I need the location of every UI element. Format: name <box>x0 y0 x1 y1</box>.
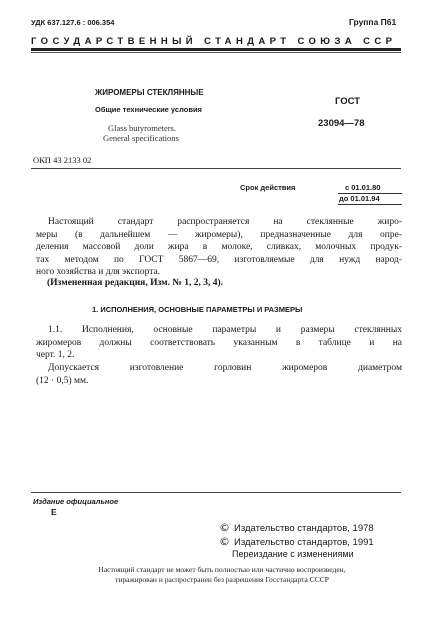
document-title-english: Glass butyrometers. <box>108 123 176 133</box>
intro-line: Настоящий стандарт распространяется на стеклянные жиро- <box>48 217 402 227</box>
document-title: ЖИРОМЕРЫ СТЕКЛЯННЫЕ <box>95 88 204 97</box>
copyright-icon: © <box>219 521 230 534</box>
footer-rule <box>31 492 401 493</box>
clause-line: черт. 1, 2. <box>36 350 75 360</box>
validity-from: с 01.01.80 <box>345 183 381 192</box>
allowance-line: (12 · 0,5) мм. <box>36 375 89 386</box>
reproduction-notice-line-1: Настоящий стандарт не может быть полностью или частично воспроизведен, <box>98 565 346 574</box>
validity-rule-2 <box>338 204 402 205</box>
gost-number: 23094—78 <box>318 118 365 129</box>
clause-line: 1.1. Исполнения, основные параметры и размеры стеклянных <box>48 325 402 335</box>
clause-1-1 <box>36 324 402 362</box>
document-subtitle: Общие технические условия <box>95 105 202 114</box>
copyright-line-2 <box>219 535 374 548</box>
intro-line: ного хозяйства и для экспорта. <box>36 267 161 277</box>
amendment-note: (Измененная редакция, Изм. № 1, 2, 3, 4). <box>47 278 224 288</box>
copyright-icon: © <box>219 535 230 548</box>
reprint-note: Переиздание с изменениями <box>232 549 354 559</box>
copyright-text-1: Издательство стандартов, 1978 <box>234 523 374 534</box>
official-edition-label: Издание официальное <box>33 497 119 506</box>
allowance-paragraph <box>36 362 402 387</box>
reproduction-notice-line-2: тиражирован и распространен без разрешения Госстандарта СССР <box>115 575 329 584</box>
copyright-text-2: Издательство стандартов, 1991 <box>234 537 374 548</box>
intro-line: деления массовой доли жира в молоке, сливках, молочных продук- <box>36 242 402 252</box>
okp-rule <box>31 168 401 169</box>
section-heading: 1. ИСПОЛНЕНИЯ, ОСНОВНЫЕ ПАРАМЕТРЫ И РАЗМЕРЫ <box>92 305 303 314</box>
header-rule-thin <box>31 52 401 53</box>
edition-mark: Е <box>51 507 57 517</box>
clause-line: жиромеров должны соответствовать указанным в таблице и на <box>36 337 402 348</box>
validity-to: до 01.01.94 <box>339 194 380 203</box>
udc-code: УДК 637.127.6 : 006.354 <box>31 18 115 27</box>
standard-title: ГОСУДАРСТВЕННЫЙ СТАНДАРТ СОЮЗА ССР <box>31 36 397 47</box>
header-rule-thick <box>31 48 401 51</box>
intro-line: меры (в дальнейшем — жиромеры), предназначенные для опре- <box>36 229 402 240</box>
gost-label: ГОСТ <box>335 96 361 107</box>
allowance-line: Допускается изготовление горловин жиромеров диаметром <box>48 363 402 373</box>
validity-label: Срок действия <box>240 183 296 192</box>
intro-paragraph <box>36 216 402 279</box>
document-subtitle-english: General specifications <box>103 133 179 143</box>
intro-line: тах методом по ГОСТ 5867—69, изготовляемые для нужд народ- <box>36 254 402 265</box>
okp-code: ОКП 43 2133 02 <box>33 155 92 165</box>
group-code: Группа П61 <box>349 17 397 27</box>
copyright-line-1 <box>219 521 374 534</box>
